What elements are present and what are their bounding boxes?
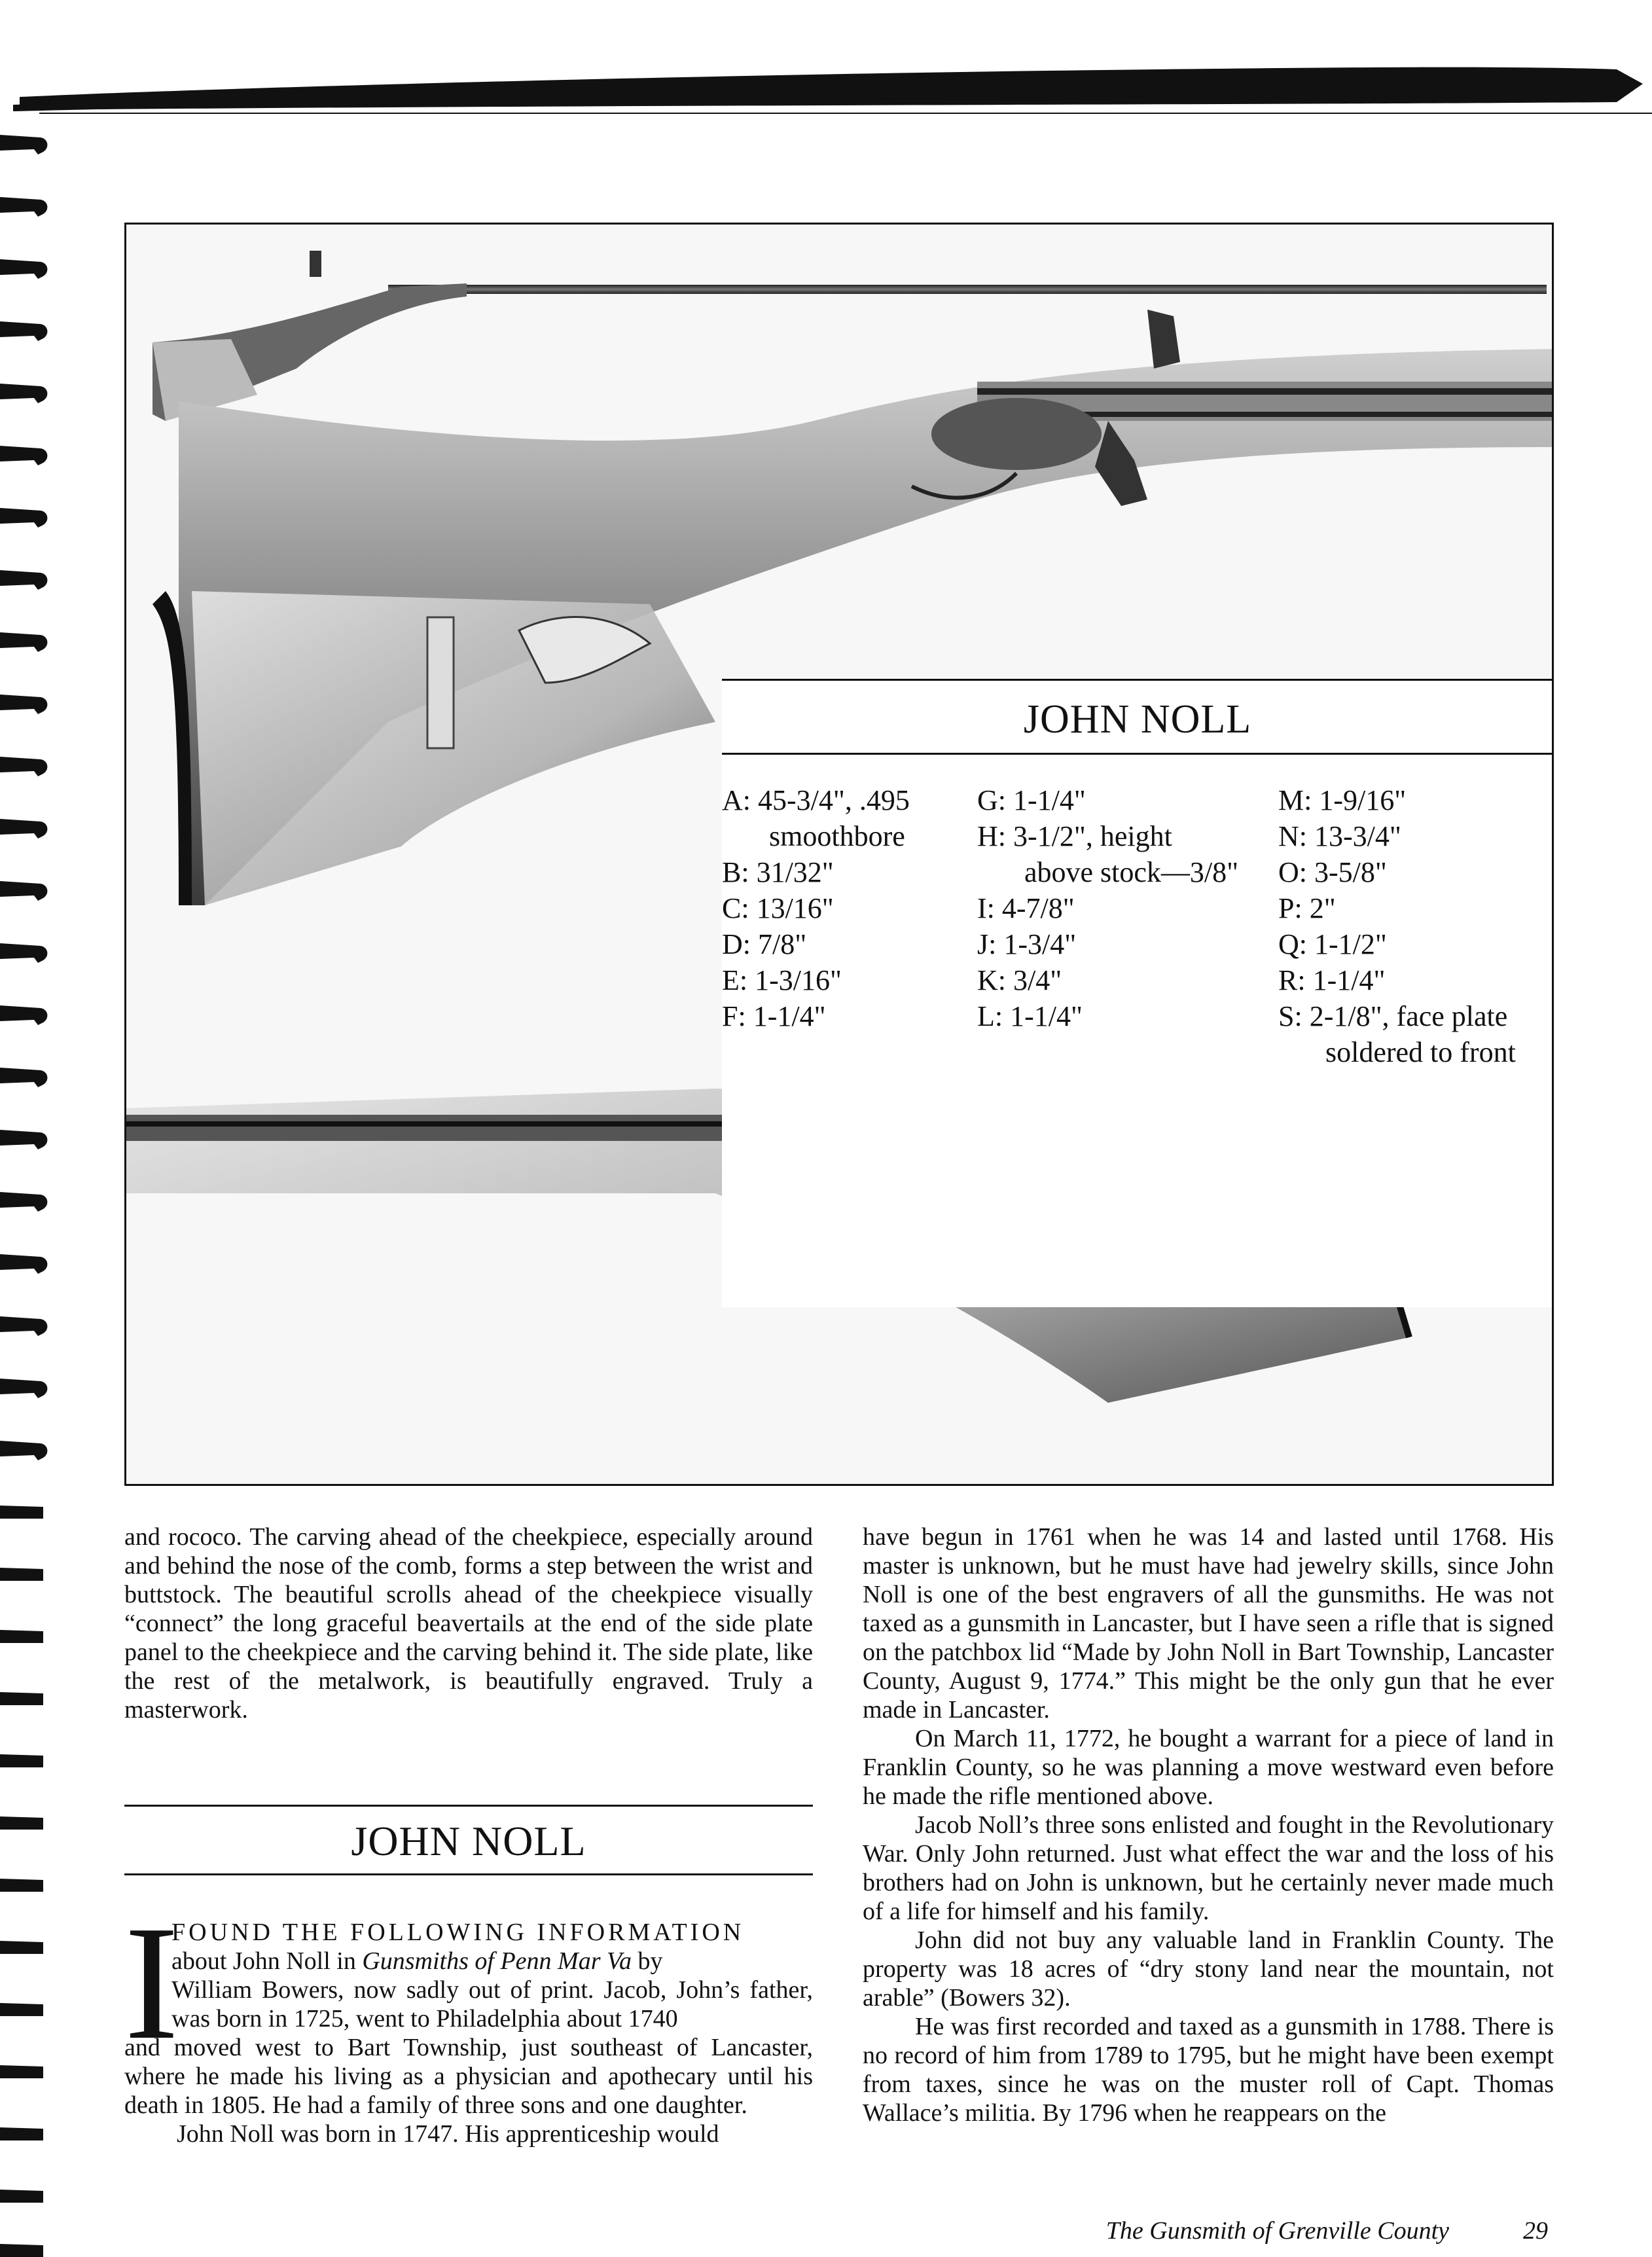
paragraph: John did not buy any valuable land in Franklin County. The property was 18 acres of “dry stony land near the mountain, not arable” (Bowers 32). [863,1926,1554,2012]
left-column-top [124,1523,813,1724]
paragraph: and rococo. The carving ahead of the cheekpiece, especially around and behind the nose of the comb, forms a step between the wrist and buttstock. The beautiful scrolls ahead of the cheekpiece visually “connect” the long graceful beavertails at the end of the side plate panel to the cheekpiece and the carving behind it. The side plate, like the rest of the metalwork, is beautifully engraved. Truly a masterwork. [124,1523,813,1724]
spec-column-2 [977,782,1238,1034]
spec-row: N: 13-3/4" [1278,820,1401,852]
paragraph: John Noll was born in 1747. His apprenticeship would [177,2120,719,2148]
spec-row: I: 4-7/8" [977,892,1075,924]
spec-row: K: 3/4" [977,964,1062,996]
spec-row: Q: 1-1/2" [1278,928,1387,960]
book-title-citation: Gunsmiths of Penn Mar Va [362,1947,632,1975]
spec-row: O: 3-5/8" [1278,856,1387,888]
intro-second-line: about John Noll in Gunsmiths of Penn Mar Va by [171,1947,663,1975]
paragraph: and moved west to Bart Township, just southeast of Lancaster, where he made his living as a physician and apothecary until his death in 1805. He had a family of three sons and one daughter. [124,2034,813,2119]
spec-row: soldered to front [1325,1036,1516,1068]
footer-book-title: The Gunsmith of Grenville County [1105,2217,1449,2245]
spec-row: A: 45-3/4", .495 [722,784,910,816]
page-number: 29 [1523,2217,1548,2245]
spec-title: JOHN NOLL [1023,697,1252,742]
spec-rule-bottom [722,753,1553,755]
spec-rule-top [722,679,1553,681]
heading-rule-top [124,1805,813,1807]
intro-paragraph [171,1918,813,2033]
paragraph: On March 11, 1772, he bought a warrant for a piece of land in Franklin County, so he was planning a move westward even before he made the rifle mentioned above. [863,1725,1554,1810]
spec-row: L: 1-1/4" [977,1000,1083,1032]
spec-row: P: 2" [1278,892,1336,924]
spec-row: S: 2-1/8", face plate [1278,1000,1508,1032]
left-column-continuation [124,2033,813,2148]
spec-panel [722,679,1553,1307]
rifle-figure [124,223,1554,1486]
spec-column-3 [1278,782,1516,1070]
drop-cap: I [124,1892,179,2074]
spec-row: J: 1-3/4" [977,928,1077,960]
spec-row: above stock—3/8" [1024,856,1239,888]
spec-row: G: 1-1/4" [977,784,1086,816]
intro-first-line: FOUND THE FOLLOWING INFORMATION [171,1919,745,1946]
paragraph: Jacob Noll’s three sons enlisted and fought in the Revolutionary War. Only John returned. Just what effect the war and the loss of his brothers had on John is unknown, but he certainly never made much of a life for himself and his family. [863,1811,1554,1925]
paragraph: He was first recorded and taxed as a gunsmith in 1788. There is no record of him from 1789 to 1795, but he might have been exempt from taxes, since he was on the muster roll of Capt. Thomas Wallace’s militia. By 1796 when he reappears on the [863,2013,1554,2127]
spec-row: smoothbore [769,820,905,852]
right-column [863,1523,1554,2127]
spec-row: B: 31/32" [722,856,834,888]
top-decorative-bar [0,31,1652,117]
spec-column-1 [722,782,910,1034]
spec-row: M: 1-9/16" [1278,784,1407,816]
spec-row: H: 3-1/2", height [977,820,1172,852]
heading-rule-bottom [124,1873,813,1875]
spec-row: F: 1-1/4" [722,1000,826,1032]
spec-row: C: 13/16" [722,892,834,924]
spiral-binding [0,131,59,2257]
section-heading: JOHN NOLL [351,1818,586,1864]
intro-remaining-lines: William Bowers, now sadly out of print. Jacob, John’s father, was born in 1725, went to Philadelphia about 1740 [171,1976,813,2032]
spec-row: E: 1-3/16" [722,964,842,996]
paragraph: have begun in 1761 when he was 14 and lasted until 1768. His master is unknown, but he must have had jewelry skills, since John Noll is one of the best engravers of all the gunsmiths. He was not taxed as a gunsmith in Lancaster, but I have seen a rifle that is signed on the patchbox lid “Made by John Noll in Bart Township, Lancaster County, August 9, 1774.” This might be the only gun that he ever made in Lancaster. [863,1523,1554,1724]
spec-row: D: 7/8" [722,928,807,960]
spec-row: R: 1-1/4" [1278,964,1386,996]
